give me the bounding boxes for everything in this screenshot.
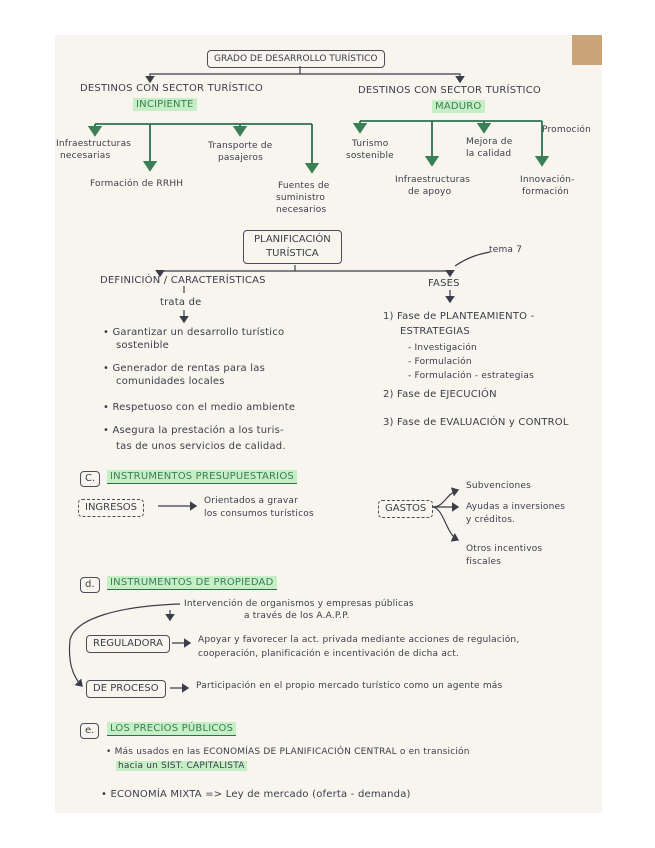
- gastos-item-3-line2: fiscales: [466, 557, 502, 567]
- left-branch-heading: DESTINOS CON SECTOR TURÍSTICO: [80, 83, 263, 94]
- right-leaf-1-line2: sostenible: [346, 151, 394, 161]
- ingresos-desc-line2: los consumos turísticos: [204, 509, 314, 519]
- phase3: 3) Fase de EVALUACIÓN y CONTROL: [383, 417, 569, 428]
- section-d-intro-line2: a través de los A.A.P.P.: [244, 611, 350, 621]
- phase1-item-1: - Investigación: [408, 343, 477, 353]
- map2-left-heading: DEFINICIÓN / CARACTERÍSTICAS: [100, 275, 266, 286]
- bullet-4-line2: tas de unos servicios de calidad.: [116, 441, 286, 452]
- right-branch-tag-text: MADURO: [432, 100, 485, 113]
- map2-title-line2: TURÍSTICA: [266, 248, 319, 259]
- section-d-intro-line1: Intervención de organismos y empresas públicas: [184, 599, 414, 609]
- map2-left-sub: trata de: [160, 297, 202, 308]
- section-e-bullet-1-line2-text: hacia un SIST. CAPITALISTA: [118, 761, 245, 771]
- map1-title-box: [207, 50, 385, 68]
- bullet-1-line1: • Garantizar un desarrollo turístico: [103, 327, 285, 338]
- gastos-item-2-line2: y créditos.: [466, 515, 516, 525]
- right-leaf-2-line1: Mejora de: [466, 137, 513, 147]
- section-c-letter: C.: [85, 473, 96, 484]
- right-leaf-3-line1: Promoción: [542, 125, 592, 135]
- bullet-1-text: Garantizar un desarrollo turístico: [112, 327, 285, 338]
- bullet-2-text: Generador de rentas para las: [112, 363, 265, 374]
- ingresos-box: [78, 499, 144, 517]
- right-leaf-1-line1: Turismo: [352, 139, 389, 149]
- map2-note: tema 7: [489, 245, 523, 255]
- gastos-item-1: Subvenciones: [466, 481, 531, 491]
- right-leaf-5-line1: Innovación-: [520, 175, 575, 185]
- bullet-4-line1: • Asegura la prestación a los turis-: [103, 425, 284, 436]
- right-branch-tag: [432, 102, 485, 112]
- right-leaf-4-line2: de apoyo: [408, 187, 452, 197]
- section-c-title: [107, 472, 297, 482]
- gastos-item-2-line1: Ayudas a inversiones: [466, 502, 566, 512]
- reguladora-box: [86, 635, 170, 653]
- section-e-bullet-1-text: Más usados en las ECONOMÍAS DE PLANIFICACIÓN CENTRAL o en transición: [114, 747, 470, 757]
- de-proceso-label: DE PROCESO: [93, 683, 159, 694]
- map2-title-box: [243, 230, 342, 264]
- ingresos-label: INGRESOS: [85, 502, 138, 513]
- right-leaf-2-line2: la calidad: [466, 149, 512, 159]
- bullet-2-line1: • Generador de rentas para las: [103, 363, 265, 374]
- left-branch-tag-text: INCIPIENTE: [133, 98, 197, 111]
- left-leaf-1-line2: necesarias: [60, 151, 111, 161]
- phase1-line2: ESTRATEGIAS: [400, 326, 470, 337]
- gastos-item-3-line1: Otros incentivos: [466, 544, 543, 554]
- reguladora-desc-line2: cooperación, planificación e incentivación de dicha act.: [198, 649, 459, 659]
- left-leaf-2-line2: pasajeros: [218, 153, 263, 163]
- section-d-title-text: INSTRUMENTOS DE PROPIEDAD: [107, 576, 277, 590]
- left-branch-tag: [133, 100, 197, 110]
- bullet-4-text: Asegura la prestación a los turis-: [112, 425, 284, 436]
- section-e-bullet-1-line2: [116, 762, 247, 771]
- bullet-2-line2: comunidades locales: [116, 376, 225, 387]
- section-e-letter: e.: [85, 725, 95, 736]
- section-c-title-text: INSTRUMENTOS PRESUPUESTARIOS: [107, 470, 297, 484]
- phase1-line1: 1) Fase de PLANTEAMIENTO -: [383, 311, 535, 322]
- reguladora-label: REGULADORA: [93, 638, 163, 649]
- section-d-letter-box: [80, 577, 100, 593]
- left-leaf-1-line1: Infraestructuras: [56, 139, 132, 149]
- reguladora-desc-line1: Apoyar y favorecer la act. privada mediante acciones de regulación,: [198, 635, 520, 645]
- left-leaf-4-line2: suministro: [276, 193, 326, 203]
- gastos-label: GASTOS: [385, 503, 427, 514]
- section-e-bullet-2: • ECONOMÍA MIXTA => Ley de mercado (oferta - demanda): [101, 789, 411, 800]
- section-e-title-text: LOS PRECIOS PÚBLICOS: [107, 722, 236, 736]
- left-leaf-4-line3: necesarios: [276, 205, 327, 215]
- bullet-3-text: Respetuoso con el medio ambiente: [112, 402, 296, 413]
- bullet-3-line1: • Respetuoso con el medio ambiente: [103, 402, 296, 413]
- phase1-item-3: - Formulación - estrategias: [408, 371, 534, 381]
- section-e-bullet-1-line1: • Más usados en las ECONOMÍAS DE PLANIFICACIÓN CENTRAL o en transición: [106, 747, 470, 757]
- de-proceso-desc: Participación en el propio mercado turístico como un agente más: [196, 681, 503, 691]
- right-leaf-4-line1: Infraestructuras: [395, 175, 471, 185]
- section-e-letter-box: [80, 723, 99, 739]
- section-d-title: [107, 578, 277, 588]
- left-leaf-2-line1: Transporte de: [208, 141, 273, 151]
- map2-right-heading: FASES: [428, 278, 460, 289]
- left-leaf-3-line1: Formación de RRHH: [90, 179, 184, 189]
- map2-title-line1: PLANIFICACIÓN: [254, 234, 331, 245]
- section-d-letter: d.: [85, 579, 95, 590]
- bullet-1-line2: sostenible: [116, 340, 170, 351]
- right-branch-heading: DESTINOS CON SECTOR TURÍSTICO: [358, 85, 541, 96]
- section-e-title: [107, 724, 236, 734]
- map1-title: GRADO DE DESARROLLO TURÍSTICO: [214, 54, 378, 64]
- section-e-bullet-2-text: ECONOMÍA MIXTA => Ley de mercado (oferta - demanda): [110, 789, 411, 800]
- gastos-box: [378, 500, 433, 518]
- section-c-letter-box: [80, 471, 100, 487]
- de-proceso-box: [86, 680, 166, 698]
- phase1-item-2: - Formulación: [408, 357, 472, 367]
- left-leaf-4-line1: Fuentes de: [278, 181, 330, 191]
- ingresos-desc-line1: Orientados a gravar: [204, 496, 298, 506]
- phase2: 2) Fase de EJECUCIÓN: [383, 389, 497, 400]
- right-leaf-5-line2: formación: [522, 187, 569, 197]
